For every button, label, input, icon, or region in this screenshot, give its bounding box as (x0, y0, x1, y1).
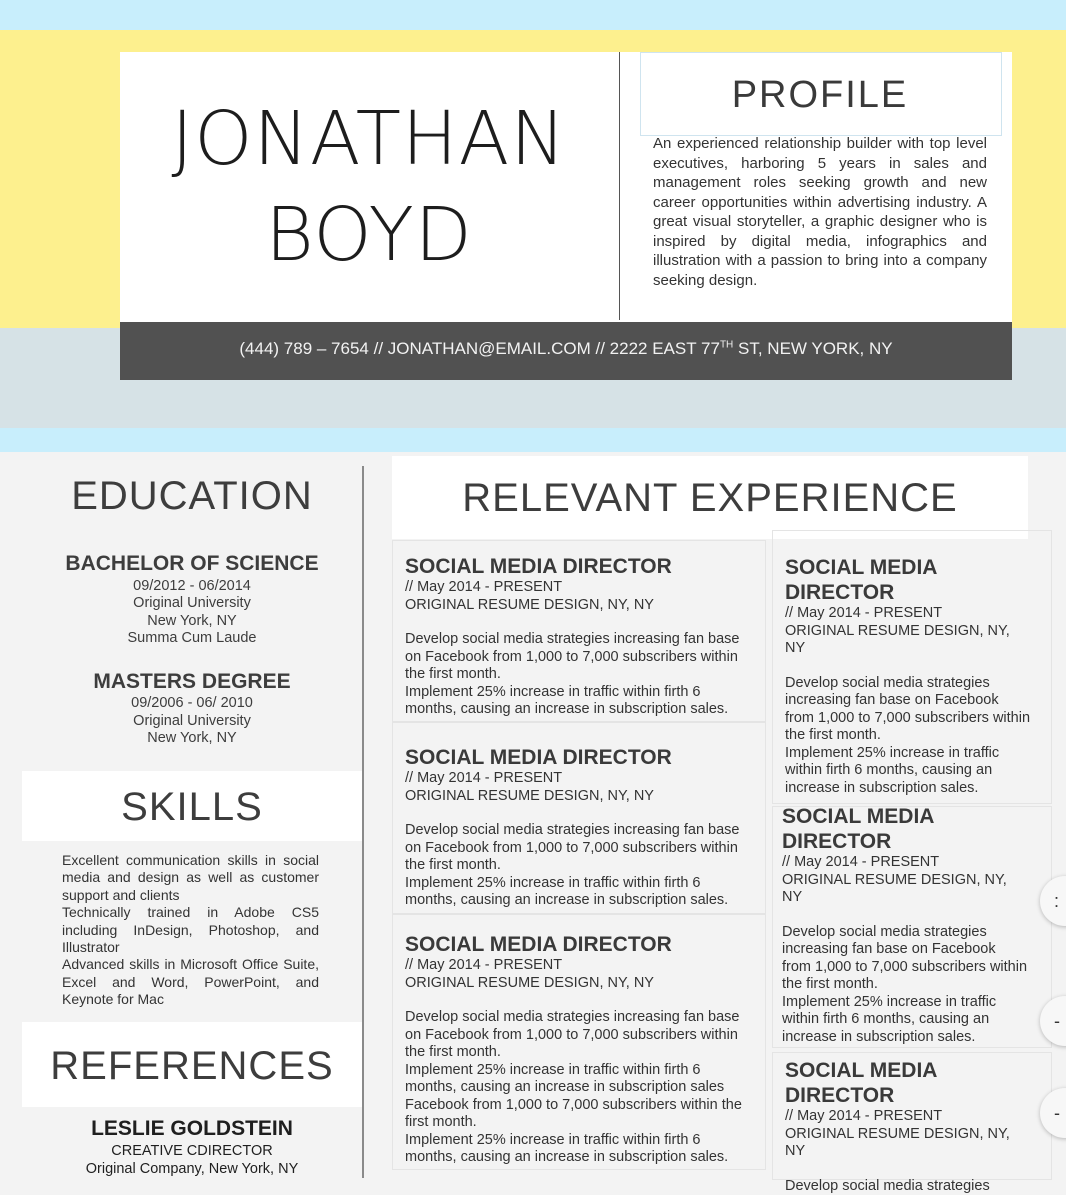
experience-title: RELEVANT EXPERIENCE (392, 476, 1028, 521)
job-description (785, 1178, 1031, 1195)
experience-entry (405, 745, 755, 910)
job-company: ORIGINAL RESUME DESIGN, NY, NY (405, 788, 755, 806)
column-divider (362, 466, 364, 1178)
job-description (782, 924, 1028, 1047)
side-minimize-button[interactable]: - (1040, 1088, 1066, 1138)
job-title: SOCIAL MEDIA DIRECTOR (782, 804, 1028, 854)
contact-sup: TH (720, 339, 733, 350)
job-description-line: Develop social media strategies increasing fan base on Facebook from 1,000 to 7,000 subscribers within the first month. (782, 924, 1028, 994)
job-description (405, 1009, 755, 1167)
job-dates: // May 2014 - PRESENT (785, 605, 1031, 623)
job-description-line: Implement 25% increase in traffic within firth 6 months, causing an increase in subscription sales. (405, 684, 755, 719)
reference-name: LESLIE GOLDSTEIN (22, 1117, 362, 1141)
job-company: ORIGINAL RESUME DESIGN, NY, NY (785, 623, 1031, 658)
experience-entry (405, 932, 755, 1167)
profile-title: PROFILE (640, 74, 1000, 117)
top-band (0, 0, 1066, 30)
job-description-line: Implement 25% increase in traffic within firth 6 months, causing an increase in subscription sales. (405, 875, 755, 910)
job-description-line: Develop social media strategies increasing fan base on Facebook from 1,000 to 7,000 subscribers within the first month. (785, 675, 1031, 745)
skill-item: Technically trained in Adobe CS5 including InDesign, Photoshop, and Illustrator (62, 904, 319, 956)
job-company: ORIGINAL RESUME DESIGN, NY, NY (405, 975, 755, 993)
job-dates: // May 2014 - PRESENT (782, 854, 1028, 872)
job-title: SOCIAL MEDIA DIRECTOR (405, 745, 755, 770)
job-description-line: Implement 25% increase in traffic within firth 6 months, causing an increase in subscription sales. (782, 994, 1028, 1047)
blue-band (0, 428, 1066, 452)
education-title: EDUCATION (22, 474, 362, 519)
job-description-line: Implement 25% increase in traffic within firth 6 months, causing an increase in subscription sales. (785, 745, 1031, 798)
job-description-line: Facebook from 1,000 to 7,000 subscribers within the first month. (405, 1097, 755, 1132)
contact-tail: ST, NEW YORK, NY (733, 339, 892, 358)
job-title: SOCIAL MEDIA DIRECTOR (785, 1058, 1031, 1108)
experience-entry (405, 554, 755, 719)
job-description-line: Implement 25% increase in traffic within firth 6 months, causing an increase in subscription sales (405, 1062, 755, 1097)
last-name: BOYD (120, 198, 618, 272)
side-menu-button[interactable]: : (1040, 876, 1066, 926)
experience-entry (782, 804, 1028, 1046)
job-description (405, 631, 755, 719)
side-collapse-button[interactable]: - (1040, 996, 1066, 1046)
contact-line (120, 339, 1012, 359)
degree-honor: Summa Cum Laude (22, 630, 362, 648)
degree-location: New York, NY (22, 730, 362, 748)
job-company: ORIGINAL RESUME DESIGN, NY, NY (785, 1126, 1031, 1161)
experience-entry (785, 555, 1031, 797)
degree-school: Original University (22, 713, 362, 731)
reference-company: Original Company, New York, NY (22, 1161, 362, 1177)
header-divider (619, 52, 620, 320)
job-description-line: Develop social media strategies increasing fan base on Facebook from 1,000 to 7,000 subscribers within the first month. (405, 631, 755, 684)
job-company: ORIGINAL RESUME DESIGN, NY, NY (782, 872, 1028, 907)
first-name: JONATHAN (120, 102, 618, 176)
job-description-line: Develop social media strategies (785, 1178, 1031, 1195)
job-description-line: Develop social media strategies increasing fan base on Facebook from 1,000 to 7,000 subscribers within the first month. (405, 822, 755, 875)
degree-school: Original University (22, 595, 362, 613)
job-dates: // May 2014 - PRESENT (405, 770, 755, 788)
job-dates: // May 2014 - PRESENT (405, 957, 755, 975)
job-description-line: Develop social media strategies increasing fan base on Facebook from 1,000 to 7,000 subscribers within the first month. (405, 1009, 755, 1062)
degree-title: BACHELOR OF SCIENCE (22, 552, 362, 576)
profile-text: An experienced relationship builder with top level executives, harboring 5 years in sales and management roles seeking growth and new career opportunities within advertising industry. A great visual storyteller, a graphic designer who is inspired by digital media, infographics and illustration with a passion to bring into a company seeking design. (653, 134, 987, 290)
job-title: SOCIAL MEDIA DIRECTOR (405, 554, 755, 579)
contact-main: (444) 789 – 7654 // JONATHAN@EMAIL.COM // 2222 EAST 77 (239, 339, 720, 358)
degree-location: New York, NY (22, 613, 362, 631)
degree-dates: 09/2006 - 06/ 2010 (22, 695, 362, 713)
references-title: REFERENCES (22, 1044, 362, 1089)
skills-title: SKILLS (22, 785, 362, 830)
skills-list (62, 852, 319, 1009)
job-description (405, 822, 755, 910)
skill-item: Advanced skills in Microsoft Office Suite, Excel and Word, PowerPoint, and Keynote for Mac (62, 956, 319, 1008)
job-dates: // May 2014 - PRESENT (785, 1108, 1031, 1126)
job-dates: // May 2014 - PRESENT (405, 579, 755, 597)
experience-entry (785, 1058, 1031, 1195)
degree-dates: 09/2012 - 06/2014 (22, 578, 362, 596)
job-description (785, 675, 1031, 798)
job-title: SOCIAL MEDIA DIRECTOR (785, 555, 1031, 605)
job-company: ORIGINAL RESUME DESIGN, NY, NY (405, 597, 755, 615)
skill-item: Excellent communication skills in social media and design as well as customer support and clients (62, 852, 319, 904)
reference-role: CREATIVE CDIRECTOR (22, 1143, 362, 1159)
degree-title: MASTERS DEGREE (22, 670, 362, 694)
job-title: SOCIAL MEDIA DIRECTOR (405, 932, 755, 957)
job-description-line: Implement 25% increase in traffic within firth 6 months, causing an increase in subscription sales. (405, 1132, 755, 1167)
